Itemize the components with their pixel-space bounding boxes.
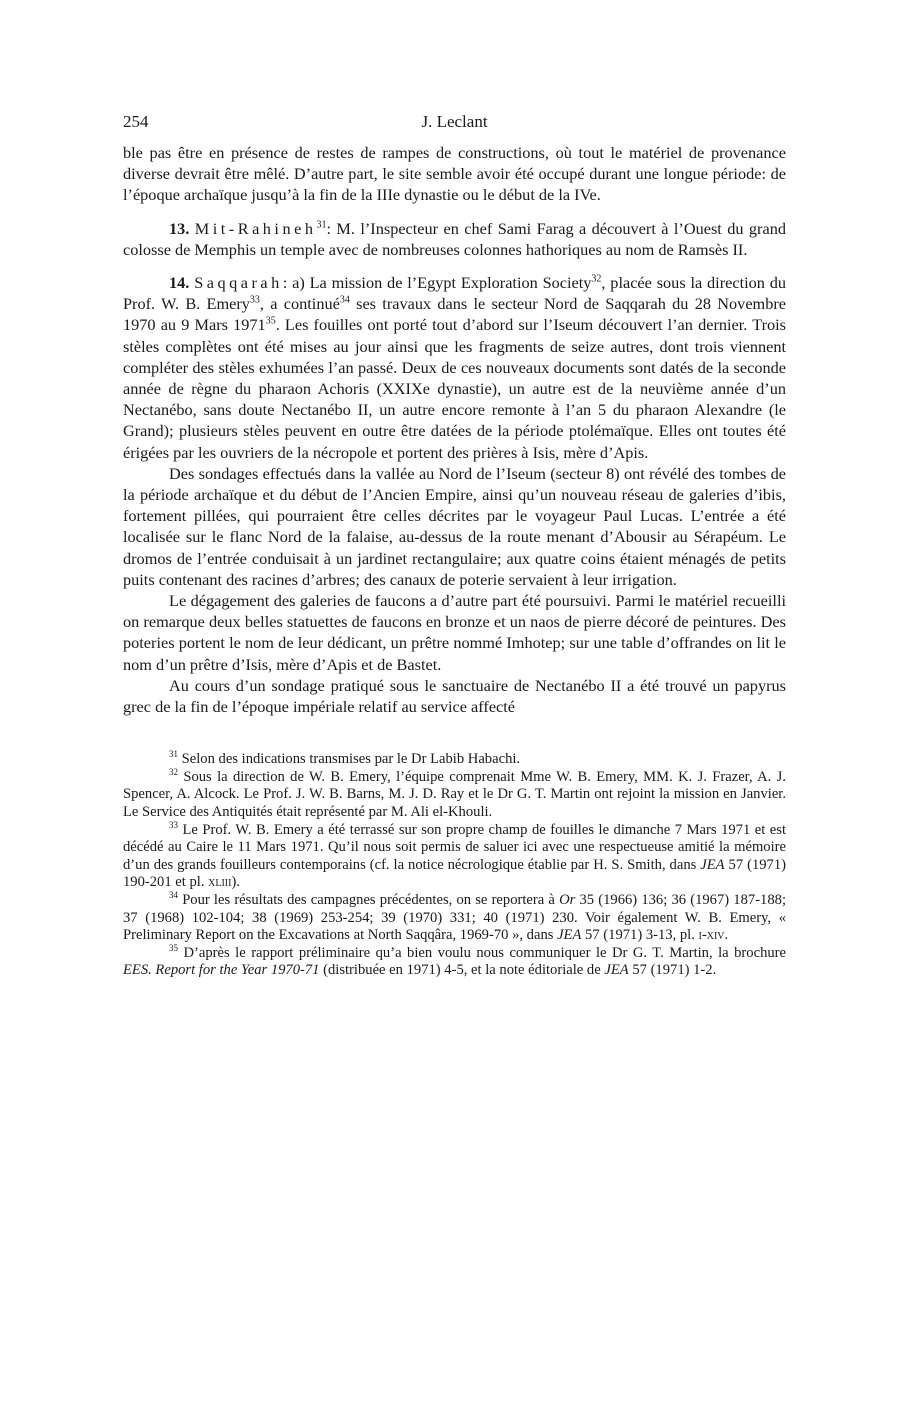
footnote-text: 57 (1971) 1-2.	[628, 962, 717, 979]
place-name: Saqqarah	[194, 273, 283, 293]
paragraph-text: ses travaux dans le secteur Nord de Saqqarah du 28 Novembre 1970 au 9 Mars 1971	[123, 294, 787, 335]
footnote-35	[123, 942, 786, 980]
paragraph-text: , a continué	[259, 294, 340, 314]
section-number: 14.	[169, 273, 190, 293]
note-ref: 32	[591, 273, 602, 285]
place-name: Mit-Rahineh	[194, 218, 317, 238]
footnotes	[123, 751, 786, 980]
note-ref: 35	[265, 316, 276, 327]
note-ref: 31	[316, 219, 327, 231]
paragraph-papyrus: Au cours d’un sondage pratiqué sous le sanctuaire de Nectanébo II a été trouvé un papyrus grec de la fin de l’époque impériale relatif au service affecté	[123, 675, 786, 717]
paragraph-text: . Les fouilles ont porté tout d’abord sur l’Iseum découvert l’an dernier. Trois stèles complètes ont été mises au jour ainsi que les fragments de seize autres, dont trois viennent compléter des stèles exhumées l’an passé. Deux de ces nouveaux documents sont datés de la seconde année de règne du pharaon Achoris (XXIXe dynastie), un autre est de la neuvième année d’un Nectanébo, sans doute Nectanébo II, un autre encore remonte à l’an 5 du pharaon Alexandre (le Grand); plusieurs stèles peuvent en outre être datées de la période ptolémaïque. Elles ont toutes été érigées par les ouvriers de la nécropole et portent des prières à Isis, mère d’Apis.	[123, 315, 786, 462]
footnote-32	[123, 769, 786, 822]
paragraph-text: : M. l’Inspecteur en chef Sami Farag a découvert à l’Ouest du grand colosse de Memphis un temple avec de nombreuses colonnes hathoriques au nom de Ramsès II.	[123, 218, 786, 259]
note-ref: 34	[339, 294, 350, 306]
footnote-text: 57 (1971) 3-13, pl.	[581, 927, 699, 944]
paragraph-sondages: Des sondages effectués dans la vallée au Nord de l’Iseum (secteur 8) ont révélé des tombes de la période archaïque et du début de l’Ancien Empire, ainsi qu’un nouveau réseau de galeries d’ibis, fortement pillées, qui pourraient être celles décrites par le voyageur Paul Lucas. L’entrée a été localisée sur le flanc Nord de la falaise, au-dessus de la route menant d’Abousir au Sérapéum. Le dromos de l’entrée conduisait à un jardinet rectangulaire; aux quatre coins étaient ménagés de petits puits contenant des racines d’arbres; des canaux de poterie servaient à leur irrigation.	[123, 463, 786, 589]
page	[123, 112, 786, 980]
footnote-number: 31	[169, 749, 178, 760]
footnote-text: ).	[231, 874, 240, 891]
journal-abbrev: JEA	[604, 962, 629, 979]
paragraph-text: , placée sous la direction du Prof. W. B. Emery	[123, 273, 787, 314]
publication-title: EES. Report for the Year 1970-71	[123, 962, 320, 979]
running-head	[123, 112, 786, 142]
page-number: 254	[123, 112, 149, 131]
footnote-number: 32	[169, 767, 178, 778]
running-author: J. Leclant	[421, 112, 488, 131]
footnote-text: Selon des indications transmises par le Dr Labib Habachi.	[181, 751, 521, 768]
journal-abbrev: JEA	[557, 927, 582, 944]
footnote-text: (distribuée en 1971) 4-5, et la note éditoriale de	[319, 962, 605, 979]
footnote-text: Le Prof. W. B. Emery a été terrassé sur son propre champ de fouilles le dimanche 7 Mars 1971 et est décédé au Caire le 11 Mars 1971. Qu’il nous soit permis de saluer ici avec une respectueuse amitié la mémoire d’un des grands fouilleurs contemporains (cf. la notice nécrologique établie par H. S. Smith, dans	[123, 821, 787, 873]
plate-ref: xliii	[208, 874, 232, 891]
section-number: 13.	[169, 218, 190, 238]
footnote-text: 57 (1971) 190-201 et pl.	[123, 856, 786, 891]
footnote-text: Pour les résultats des campagnes précédentes, on se reportera à	[182, 892, 560, 909]
footnote-33	[123, 819, 787, 892]
footnote-number: 35	[169, 942, 178, 953]
footnote-number: 34	[169, 890, 178, 901]
paragraph-text: : a) La mission de l’Egypt Exploration Society	[282, 273, 592, 293]
note-ref: 33	[249, 294, 260, 306]
plate-ref: i-xiv	[698, 927, 725, 944]
footnote-text: D’après le rapport préliminaire qu’a bien voulu nous communiquer le Dr G. T. Martin, la brochure	[183, 944, 786, 961]
footnote-text: .	[724, 927, 729, 944]
paragraph-14	[123, 272, 786, 463]
footnote-number: 33	[169, 819, 178, 830]
footnote-31	[123, 751, 786, 769]
paragraph-13	[123, 218, 786, 260]
footnote-text: Sous la direction de W. B. Emery, l’équipe comprenait Mme W. B. Emery, MM. K. J. Frazer, A. J. Spencer, A. Alcock. Le Prof. J. W. B. Barns, M. J. D. Ray et le Dr G. T. Martin ont rejoint la mission en Janvier. Le Service des Antiquités était représenté par M. Ali el-Khouli.	[123, 768, 786, 821]
paragraph-continued: ble pas être en présence de restes de rampes de constructions, où tout le matériel de provenance diverse devrait être mêlé. D’autre part, le site semble avoir été occupé durant une longue période: de l’époque archaïque jusqu’à la fin de la IIIe dynastie ou le début de la IVe.	[123, 143, 786, 205]
footnote-34	[123, 892, 786, 945]
body-text	[123, 142, 786, 717]
journal-abbrev: JEA	[700, 856, 725, 873]
paragraph-faucons: Le dégagement des galeries de faucons a d’autre part été poursuivi. Parmi le matériel recueilli on remarque deux belles statuettes de faucons en bronze et un naos de pierre décoré de peintures. Des poteries portent le nom de leur dédicant, un prêtre nommé Imhotep; sur une table d’offrandes on lit le nom d’un prêtre d’Isis, mère d’Apis et de Bastet.	[123, 591, 786, 674]
footnote-text: 35 (1966) 136; 36 (1967) 187-188; 37 (1968) 102-104; 38 (1969) 253-254; 39 (1970) 331; 40 (1971) 230. Voir également W. B. Emery, « Preliminary Report on the Excavations at North Saqqâra, 1969-70 », dans	[123, 892, 787, 944]
journal-abbrev: Or	[559, 892, 576, 909]
